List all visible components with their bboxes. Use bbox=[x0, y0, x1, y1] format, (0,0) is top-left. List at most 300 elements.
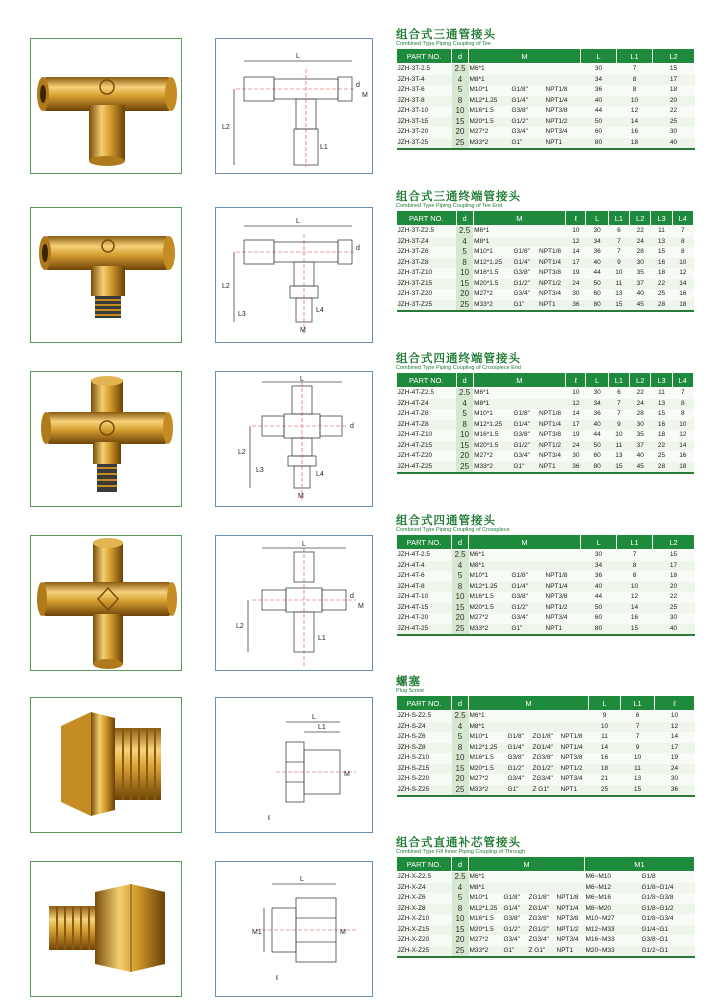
spec-table bbox=[396, 534, 695, 636]
table-cell: 15 bbox=[608, 462, 629, 474]
table-cell: 44 bbox=[586, 430, 608, 441]
part-no-cell: JZH-S-Z20 bbox=[397, 774, 452, 785]
table-cell: M20*1.5 bbox=[469, 764, 507, 775]
section-reducer-bushing bbox=[396, 836, 694, 958]
table-cell: 36 bbox=[586, 247, 608, 258]
table-cell: 19 bbox=[566, 268, 586, 279]
table-cell: NPT3/4 bbox=[545, 127, 581, 138]
table-cell: 44 bbox=[581, 106, 617, 117]
table-cell: G1/8" bbox=[507, 732, 532, 743]
table-row bbox=[397, 914, 695, 925]
table-body bbox=[397, 711, 695, 797]
table-cell: 80 bbox=[581, 624, 617, 636]
table-cell: 20 bbox=[452, 613, 469, 624]
table-row bbox=[397, 258, 694, 269]
plug-screw-drawing bbox=[215, 697, 373, 833]
header-l1: L1 bbox=[608, 211, 629, 226]
table-cell: NPT1/2 bbox=[545, 603, 581, 614]
table-cell: NPT3/4 bbox=[538, 289, 566, 300]
section-title-cn: 组合式四通管接头 bbox=[396, 513, 496, 527]
table-cell bbox=[511, 64, 545, 75]
table-cell: 25 bbox=[651, 289, 672, 300]
table-cell: 10 bbox=[655, 711, 695, 722]
table-cell: 30 bbox=[586, 388, 608, 399]
svg-text:L4: L4 bbox=[316, 307, 324, 314]
table-cell: 8 bbox=[617, 561, 653, 572]
header-m1: M1 bbox=[585, 857, 695, 872]
table-cell: 13 bbox=[608, 451, 629, 462]
table-cell: G3/8" bbox=[512, 268, 538, 279]
table-cell: M12*1.25 bbox=[469, 96, 511, 107]
table-cell: M8*1 bbox=[469, 561, 511, 572]
table-body bbox=[397, 64, 695, 150]
table-cell: 44 bbox=[586, 268, 608, 279]
table-cell: 36 bbox=[655, 785, 695, 797]
svg-text:L1: L1 bbox=[318, 635, 326, 642]
section-title-en: Plug Screw bbox=[396, 688, 424, 694]
svg-text:L3: L3 bbox=[256, 467, 264, 474]
table-cell: NPT1/8 bbox=[560, 732, 589, 743]
table-cell: 11 bbox=[589, 732, 621, 743]
table-cell: 6 bbox=[608, 226, 629, 237]
table-cell: 25 bbox=[452, 946, 469, 958]
header-l: L bbox=[589, 696, 621, 711]
header-l: L bbox=[586, 373, 608, 388]
section-title-en: Combined Type Fill Inner Piping Coupling of Through bbox=[396, 849, 526, 855]
cross-end-fitting-photo bbox=[30, 371, 182, 507]
table-row bbox=[397, 603, 695, 614]
table-cell: G1/2" bbox=[511, 603, 545, 614]
table-cell: 5 bbox=[452, 571, 469, 582]
table-cell: 22 bbox=[630, 388, 651, 399]
table-cell: M12*1.25 bbox=[469, 582, 511, 593]
svg-text:L2: L2 bbox=[222, 283, 230, 290]
table-cell: 40 bbox=[653, 624, 695, 636]
table-cell: M6*1 bbox=[469, 550, 511, 561]
table-cell bbox=[507, 722, 532, 733]
table-row bbox=[397, 571, 695, 582]
svg-text:L: L bbox=[296, 53, 300, 60]
table-cell: 9 bbox=[621, 743, 655, 754]
table-body bbox=[397, 872, 695, 958]
header-d: d bbox=[452, 857, 469, 872]
table-row bbox=[397, 732, 695, 743]
table-cell: NPT1/2 bbox=[560, 764, 589, 775]
part-no-cell: JZH-3T-8 bbox=[397, 96, 452, 107]
header-l1: L1 bbox=[621, 696, 655, 711]
table-cell: ZG3/4" bbox=[532, 774, 560, 785]
table-cell: M12*1.25 bbox=[469, 743, 507, 754]
table-cell: 22 bbox=[653, 592, 695, 603]
table-cell bbox=[556, 872, 585, 883]
table-cell: 40 bbox=[630, 451, 651, 462]
table-cell: 18 bbox=[653, 85, 695, 96]
table-cell: 8 bbox=[452, 743, 469, 754]
table-body bbox=[397, 226, 694, 312]
svg-text:d: d bbox=[350, 593, 354, 600]
header-l1: L1 bbox=[608, 373, 629, 388]
header-l3: L3 bbox=[651, 373, 672, 388]
table-cell: 10 bbox=[608, 430, 629, 441]
reducer-bushing-photo bbox=[30, 861, 182, 997]
table-cell: ZG3/4" bbox=[528, 935, 556, 946]
plug-screw-photo bbox=[30, 697, 182, 833]
part-no-cell: JZH-3T-Z2.5 bbox=[397, 226, 457, 237]
table-cell: G3/8" bbox=[503, 914, 528, 925]
table-cell: M33*2 bbox=[469, 138, 511, 150]
table-cell: 50 bbox=[586, 441, 608, 452]
table-cell: NPT3/4 bbox=[560, 774, 589, 785]
table-cell bbox=[512, 388, 538, 399]
table-row bbox=[397, 96, 695, 107]
table-cell: 35 bbox=[630, 430, 651, 441]
header-ell: ℓ bbox=[655, 696, 695, 711]
table-cell: 12 bbox=[566, 237, 586, 248]
table-cell: G3/8~G1 bbox=[641, 935, 695, 946]
table-cell: 4 bbox=[452, 75, 469, 86]
table-row bbox=[397, 300, 694, 312]
table-row bbox=[397, 117, 695, 128]
section-title-en: Combined Type Piping Coupling of Crossplece End bbox=[396, 365, 521, 371]
table-cell: NPT1 bbox=[556, 946, 585, 958]
part-no-cell: JZH-X-Z15 bbox=[397, 925, 452, 936]
table-cell: 8 bbox=[672, 237, 693, 248]
table-cell bbox=[511, 75, 545, 86]
svg-text:ℓ: ℓ bbox=[276, 975, 279, 982]
table-cell bbox=[528, 883, 556, 894]
table-cell: M8*1 bbox=[469, 75, 511, 86]
table-cell: 2.5 bbox=[452, 872, 469, 883]
table-cell bbox=[538, 226, 566, 237]
table-cell: 30 bbox=[586, 226, 608, 237]
table-cell: 30 bbox=[630, 420, 651, 431]
table-cell: 4 bbox=[452, 883, 469, 894]
part-no-cell: JZH-S-Z6 bbox=[397, 732, 452, 743]
table-row bbox=[397, 582, 695, 593]
table-cell: 40 bbox=[581, 96, 617, 107]
part-no-cell: JZH-3T-Z10 bbox=[397, 268, 457, 279]
table-cell: NPT1/4 bbox=[560, 743, 589, 754]
table-cell: G1/2" bbox=[507, 764, 532, 775]
table-cell: G1/4~G1 bbox=[641, 925, 695, 936]
table-cell: M12*1.25 bbox=[469, 904, 503, 915]
table-cell: 15 bbox=[452, 925, 469, 936]
header-m: M bbox=[473, 211, 566, 226]
table-row bbox=[397, 451, 694, 462]
table-row bbox=[397, 711, 695, 722]
svg-text:M: M bbox=[300, 327, 306, 334]
table-cell: 11 bbox=[608, 279, 629, 290]
spec-table bbox=[396, 48, 695, 150]
table-cell: 10 bbox=[456, 268, 473, 279]
table-cell: 28 bbox=[630, 247, 651, 258]
part-no-cell: JZH-4T-Z2.5 bbox=[397, 388, 457, 399]
table-cell: 30 bbox=[581, 64, 617, 75]
svg-text:d: d bbox=[350, 423, 354, 430]
table-cell: NPT1/8 bbox=[538, 247, 566, 258]
table-row bbox=[397, 388, 694, 399]
table-cell: 4 bbox=[452, 722, 469, 733]
table-cell: 7 bbox=[617, 64, 653, 75]
table-cell: 20 bbox=[452, 935, 469, 946]
svg-text:M: M bbox=[340, 929, 346, 936]
table-cell: 12 bbox=[617, 106, 653, 117]
table-row bbox=[397, 247, 694, 258]
table-cell: 24 bbox=[630, 237, 651, 248]
header-ell: ℓ bbox=[566, 373, 586, 388]
part-no-cell: JZH-X-Z4 bbox=[397, 883, 452, 894]
table-cell: M33*2 bbox=[469, 946, 503, 958]
header-d: d bbox=[452, 696, 469, 711]
header-l2: L2 bbox=[630, 373, 651, 388]
table-cell: 10 bbox=[566, 226, 586, 237]
table-cell: 9 bbox=[608, 420, 629, 431]
table-cell: 12 bbox=[672, 430, 693, 441]
table-cell: M6~M16 bbox=[585, 893, 641, 904]
table-cell: M27*2 bbox=[473, 289, 512, 300]
table-cell: 14 bbox=[655, 732, 695, 743]
table-cell bbox=[538, 399, 566, 410]
table-cell: 44 bbox=[581, 592, 617, 603]
table-cell: 8 bbox=[456, 258, 473, 269]
section-title-en: Combined Type Piping Coupling of Crossplece bbox=[396, 527, 510, 533]
table-cell: ZG1/4" bbox=[528, 904, 556, 915]
table-cell: 10 bbox=[589, 722, 621, 733]
table-cell: ZG1/8" bbox=[528, 893, 556, 904]
table-cell: 8 bbox=[452, 582, 469, 593]
table-cell: NPT1/4 bbox=[545, 582, 581, 593]
section-plug-screw bbox=[396, 675, 694, 797]
table-cell: 10 bbox=[452, 106, 469, 117]
table-cell: 18 bbox=[672, 300, 693, 312]
header-d: d bbox=[452, 535, 469, 550]
table-cell: G3/4" bbox=[512, 289, 538, 300]
table-cell: 28 bbox=[651, 300, 672, 312]
table-cell: M6*1 bbox=[473, 388, 512, 399]
table-cell: 8 bbox=[617, 85, 653, 96]
table-cell: 20 bbox=[653, 582, 695, 593]
part-no-cell: JZH-S-Z8 bbox=[397, 743, 452, 754]
table-cell: 40 bbox=[586, 258, 608, 269]
part-no-cell: JZH-4T-Z10 bbox=[397, 430, 457, 441]
table-cell: 36 bbox=[566, 462, 586, 474]
table-cell bbox=[507, 711, 532, 722]
table-cell: 25 bbox=[452, 785, 469, 797]
table-row bbox=[397, 85, 695, 96]
table-cell: 14 bbox=[617, 603, 653, 614]
svg-text:M: M bbox=[358, 603, 364, 610]
part-no-cell: JZH-S-Z2.5 bbox=[397, 711, 452, 722]
table-cell: 18 bbox=[589, 764, 621, 775]
table-cell: M27*2 bbox=[469, 127, 511, 138]
table-cell: 7 bbox=[608, 247, 629, 258]
table-cell: 14 bbox=[672, 279, 693, 290]
table-row bbox=[397, 774, 695, 785]
svg-text:L: L bbox=[312, 714, 316, 721]
table-row bbox=[397, 430, 694, 441]
table-cell: 12 bbox=[617, 592, 653, 603]
table-cell: 24 bbox=[566, 279, 586, 290]
part-no-cell: JZH-4T-4 bbox=[397, 561, 452, 572]
table-row bbox=[397, 462, 694, 474]
table-cell: 15 bbox=[452, 764, 469, 775]
header-d: d bbox=[456, 373, 473, 388]
part-no-cell: JZH-4T-8 bbox=[397, 582, 452, 593]
table-row bbox=[397, 64, 695, 75]
table-cell: G1/4" bbox=[507, 743, 532, 754]
spec-table bbox=[396, 856, 695, 958]
table-cell: 34 bbox=[586, 399, 608, 410]
table-cell: 10 bbox=[566, 388, 586, 399]
table-cell: 15 bbox=[617, 624, 653, 636]
table-cell: 16 bbox=[651, 420, 672, 431]
part-no-cell: JZH-X-Z20 bbox=[397, 935, 452, 946]
table-cell: M10~M27 bbox=[585, 914, 641, 925]
table-row bbox=[397, 592, 695, 603]
table-cell bbox=[532, 711, 560, 722]
table-cell: 11 bbox=[651, 388, 672, 399]
table-cell: M10*1 bbox=[473, 409, 512, 420]
table-cell: 6 bbox=[608, 388, 629, 399]
table-cell: NPT3/4 bbox=[545, 613, 581, 624]
table-row bbox=[397, 935, 695, 946]
table-cell: 80 bbox=[581, 138, 617, 150]
table-cell: M10*1 bbox=[469, 571, 511, 582]
table-cell: 2.5 bbox=[456, 388, 473, 399]
table-cell: 8 bbox=[672, 409, 693, 420]
part-no-cell: JZH-X-Z2.5 bbox=[397, 872, 452, 883]
table-cell: 18 bbox=[672, 462, 693, 474]
table-cell: 35 bbox=[630, 268, 651, 279]
table-cell: NPT1 bbox=[538, 300, 566, 312]
section-title-cn: 组合式三通管接头 bbox=[396, 27, 496, 41]
table-cell: M16*1.5 bbox=[469, 106, 511, 117]
table-cell: G1/8" bbox=[503, 893, 528, 904]
table-cell: NPT1/4 bbox=[545, 96, 581, 107]
table-cell: 15 bbox=[653, 64, 695, 75]
header-l1: L1 bbox=[617, 535, 653, 550]
svg-text:L2: L2 bbox=[238, 449, 246, 456]
table-cell: M20*1.5 bbox=[469, 925, 503, 936]
table-cell: 8 bbox=[617, 571, 653, 582]
part-no-cell: JZH-3T-Z4 bbox=[397, 237, 457, 248]
table-row bbox=[397, 722, 695, 733]
table-cell: M6*1 bbox=[469, 872, 503, 883]
header-part-no: PART NO. bbox=[397, 696, 452, 711]
table-cell: G3/4" bbox=[512, 451, 538, 462]
table-cell: M8*1 bbox=[473, 237, 512, 248]
table-row bbox=[397, 624, 695, 636]
table-cell: NPT1/8 bbox=[556, 893, 585, 904]
table-cell: ZG1/2" bbox=[528, 925, 556, 936]
table-cell: 9 bbox=[608, 258, 629, 269]
table-cell: 16 bbox=[617, 613, 653, 624]
section-cross-end bbox=[396, 352, 694, 474]
part-no-cell: JZH-3T-20 bbox=[397, 127, 452, 138]
table-cell: G3/4" bbox=[503, 935, 528, 946]
table-cell bbox=[528, 872, 556, 883]
table-cell: 14 bbox=[589, 743, 621, 754]
table-cell: 22 bbox=[630, 226, 651, 237]
header-ell: ℓ bbox=[566, 211, 586, 226]
table-cell: NPT3/8 bbox=[545, 106, 581, 117]
table-cell bbox=[545, 561, 581, 572]
table-cell: 13 bbox=[621, 774, 655, 785]
table-cell: 8 bbox=[672, 399, 693, 410]
table-row bbox=[397, 268, 694, 279]
table-cell: NPT1 bbox=[538, 462, 566, 474]
table-cell: NPT3/8 bbox=[556, 914, 585, 925]
table-cell: 17 bbox=[653, 75, 695, 86]
table-cell: NPT1/8 bbox=[538, 409, 566, 420]
spec-table bbox=[396, 695, 695, 797]
table-cell: 30 bbox=[653, 127, 695, 138]
table-cell: NPT1/8 bbox=[545, 571, 581, 582]
table-body bbox=[397, 388, 694, 474]
table-cell: M6~M12 bbox=[585, 883, 641, 894]
table-cell: M10*1 bbox=[473, 247, 512, 258]
table-cell: M12*1.25 bbox=[473, 258, 512, 269]
table-cell: M12*1.25 bbox=[473, 420, 512, 431]
table-cell: 5 bbox=[456, 409, 473, 420]
table-row bbox=[397, 785, 695, 797]
spec-table bbox=[396, 372, 694, 474]
table-cell: M27*2 bbox=[469, 613, 511, 624]
reducer-bushing-drawing bbox=[215, 861, 373, 997]
table-cell: M16*1.5 bbox=[469, 914, 503, 925]
table-cell bbox=[512, 226, 538, 237]
table-cell: G1/8~G3/8 bbox=[641, 893, 695, 904]
table-cell bbox=[560, 722, 589, 733]
section-title-cn: 螺塞 bbox=[396, 674, 421, 688]
table-row bbox=[397, 441, 694, 452]
table-cell: 15 bbox=[621, 785, 655, 797]
svg-text:L: L bbox=[296, 218, 300, 225]
table-cell: 21 bbox=[589, 774, 621, 785]
part-no-cell: JZH-4T-Z4 bbox=[397, 399, 457, 410]
section-title-cn: 组合式三通终端管接头 bbox=[396, 189, 521, 203]
part-no-cell: JZH-3T-15 bbox=[397, 117, 452, 128]
table-cell: G3/8" bbox=[512, 430, 538, 441]
table-cell: 7 bbox=[672, 226, 693, 237]
table-cell: 25 bbox=[589, 785, 621, 797]
table-row bbox=[397, 893, 695, 904]
svg-text:L2: L2 bbox=[222, 124, 230, 131]
table-cell: 9 bbox=[589, 711, 621, 722]
part-no-cell: JZH-S-Z10 bbox=[397, 753, 452, 764]
table-cell bbox=[512, 399, 538, 410]
section-title-en: Combined Type Piping Coupling of Tee End bbox=[396, 203, 503, 209]
table-row bbox=[397, 420, 694, 431]
table-cell: 14 bbox=[566, 247, 586, 258]
section-cross bbox=[396, 514, 694, 636]
header-l1: L1 bbox=[617, 49, 653, 64]
table-cell: Z G1" bbox=[532, 785, 560, 797]
header-m: M bbox=[469, 535, 581, 550]
table-cell: 12 bbox=[672, 268, 693, 279]
table-cell bbox=[511, 561, 545, 572]
table-cell: 60 bbox=[586, 289, 608, 300]
table-cell: G1" bbox=[512, 300, 538, 312]
part-no-cell: JZH-3T-Z20 bbox=[397, 289, 457, 300]
table-cell: M6~M10 bbox=[585, 872, 641, 883]
part-no-cell: JZH-X-Z10 bbox=[397, 914, 452, 925]
tee-fitting-photo bbox=[30, 38, 182, 174]
table-cell: 34 bbox=[581, 75, 617, 86]
table-cell: G1/2" bbox=[511, 117, 545, 128]
svg-text:L1: L1 bbox=[320, 144, 328, 151]
table-cell: 28 bbox=[651, 462, 672, 474]
